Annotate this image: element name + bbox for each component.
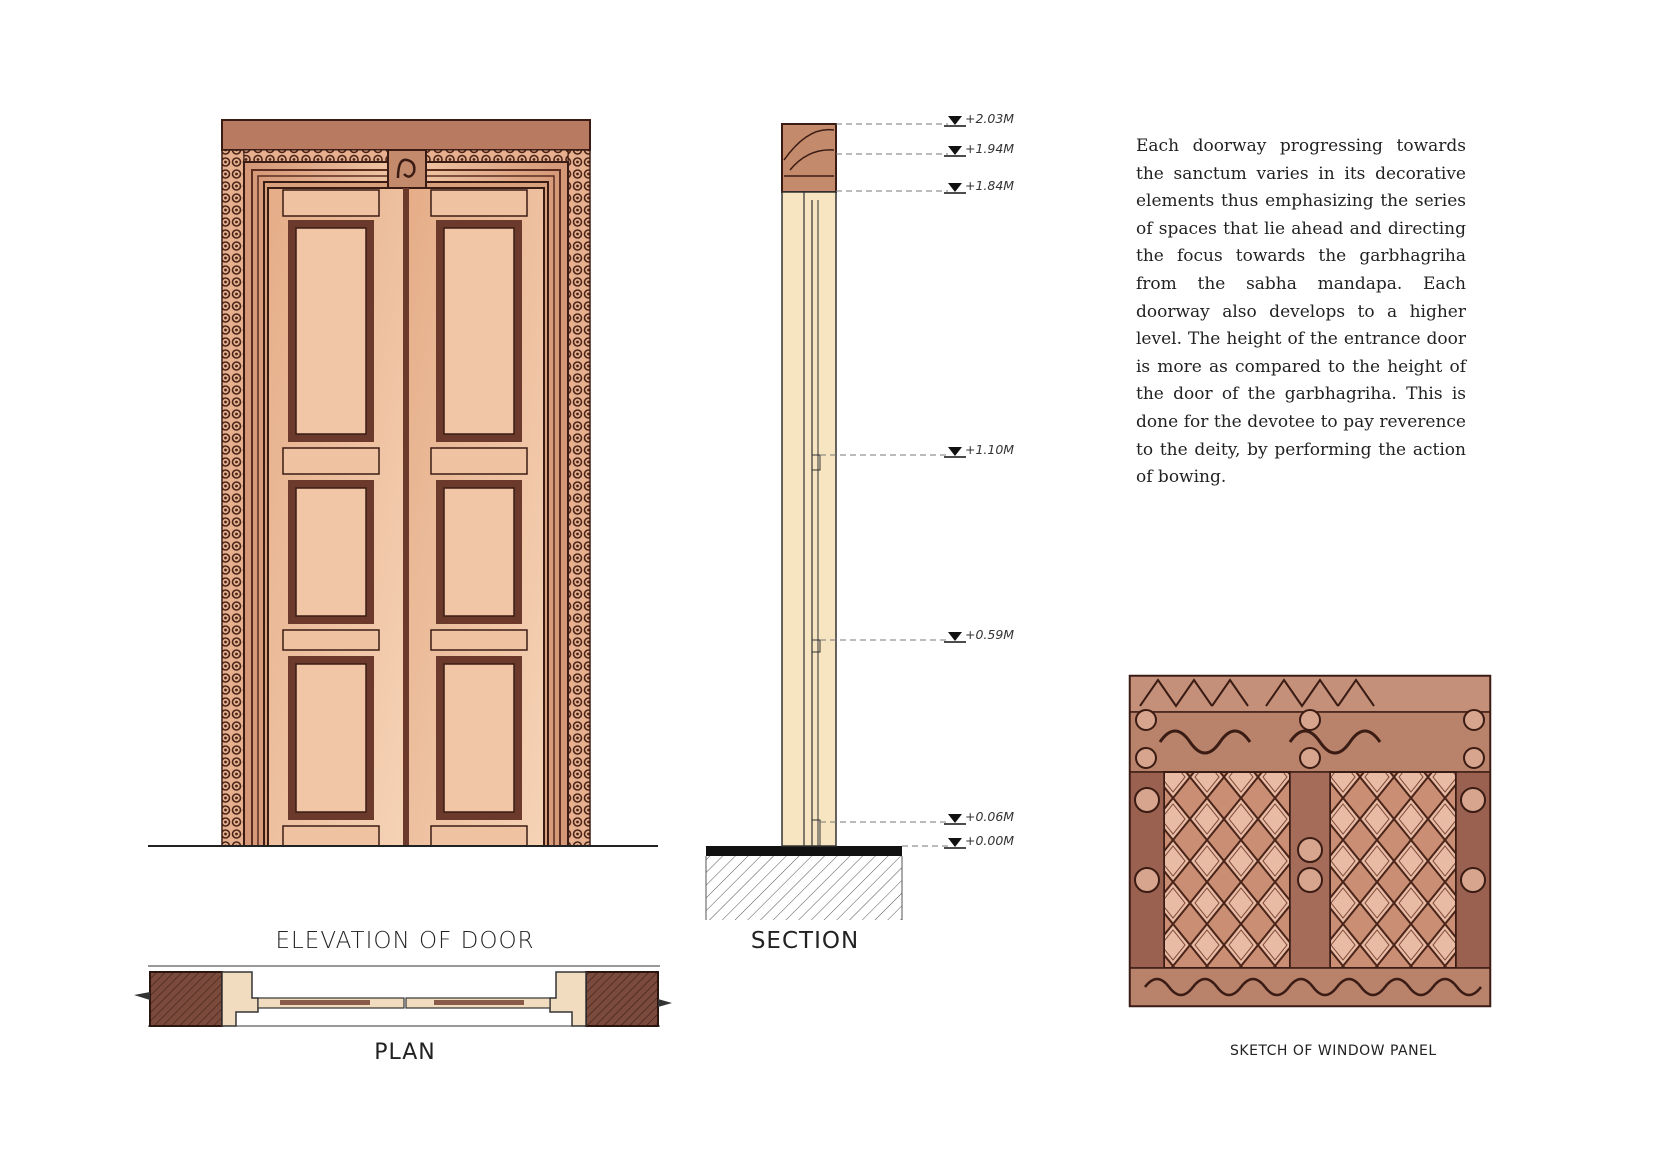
level-marker-triangle (948, 116, 962, 125)
description-text: Each doorway progressing towards the sanctum varies in its decorative elements thus emphasizing the series of spaces that lie ahead and directing the focus towards the garbhagriha from the sabha mandapa. Each doorway also develops to a higher level. The height of the entrance door is more as compared to the height of the door of the garbhagriha. This is done for the devotee to pay reverence to the deity, by performing the action of bowing. (1136, 136, 1466, 488)
door-plan (134, 966, 672, 1026)
level-label: +1.10M (965, 442, 1015, 457)
level-label: +1.84M (965, 178, 1015, 193)
door-section (706, 124, 902, 920)
level-marker-triangle (948, 447, 962, 456)
level-marker-triangle (948, 838, 962, 847)
plan-label: PLAN (374, 1040, 436, 1065)
door-frame-right-beads (568, 150, 590, 846)
lintel-ornament (388, 150, 426, 188)
plan-wall-right (586, 972, 658, 1026)
section-label: SECTION (750, 928, 860, 954)
elevation-label: ELEVATION OF DOOR (275, 928, 535, 954)
section-ground-hatch (706, 856, 902, 920)
level-marker-triangle (948, 632, 962, 641)
section-lintel (782, 124, 836, 192)
door-panels-left (288, 220, 374, 820)
section-frame (782, 192, 836, 846)
level-marker-triangle (948, 814, 962, 823)
door-lintel (222, 120, 590, 150)
level-marker-triangle (948, 146, 962, 155)
window-panel-label: SKETCH OF WINDOW PANEL (1230, 1043, 1437, 1059)
level-label: +0.00M (965, 833, 1015, 848)
level-marker-triangle (948, 183, 962, 192)
level-label: +0.06M (965, 809, 1015, 824)
door-elevation (148, 120, 658, 846)
level-label: +0.59M (965, 627, 1015, 642)
level-label: +2.03M (965, 111, 1015, 126)
plan-wall-left (150, 972, 222, 1026)
section-level-markers (820, 111, 1014, 848)
level-label: +1.94M (965, 141, 1015, 156)
door-panels-right (436, 220, 522, 820)
window-panel-sketch (1130, 676, 1490, 1006)
section-floor-slab (706, 846, 902, 856)
door-frame-left-beads (222, 150, 244, 846)
